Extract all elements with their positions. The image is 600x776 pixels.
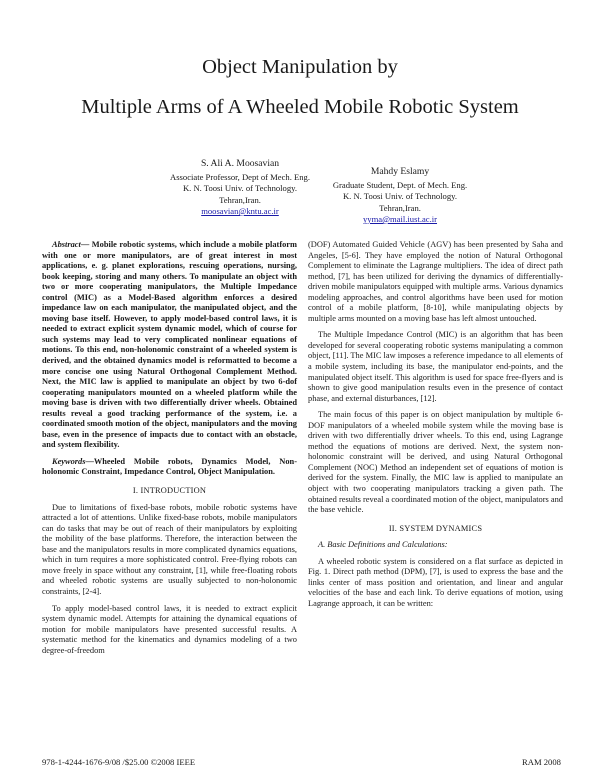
author-email-link[interactable]: yyma@mail.iust.ac.ir: [362, 214, 438, 224]
keywords-label: Keywords: [52, 456, 86, 466]
paper-title-line-1: Object Manipulation by: [202, 56, 398, 78]
body-paragraph: To apply model-based control laws, it is needed to extract explicit system dynamic model. Attempts for attaining the dynamical equations of motion for mobile manipulators have presented successful results. A systematic method for the kinematics and dynamics modeling of a two degree-of-freedom: [42, 603, 297, 655]
abstract: [42, 240, 297, 451]
keywords: [42, 457, 297, 478]
author-name: S. Ali A. Moosavian: [200, 158, 280, 169]
right-column: [308, 240, 563, 616]
abstract-text: — Mobile robotic systems, which include a mobile platform with one or more manipulators, are of great interest in most applications, e. g. planet explorations, rescuing operations, nursing, book keeping, storing and many others. To manipulate an object with two or more cooperating manipulators, the Multiple Impedance control (MIC) as a Model-Based algorithm enforces a desired impedance law on each manipulator, the manipulated object, and the moving base itself. However, to apply model-based control laws, it is needed to extract explicit system dynamic model, which of course for such systems may lead to very complicated nonlinear equations of motions. To this end, non-holonomic constraint of a wheeled system is derived, and the obtained dynamics model is reformatted to become a more concise one using Natural Orthogonal Complement Method. Next, the MIC law is applied to manipulate an object by two 6-dof cooperating manipulators mounted on a wheeled platform while the moving base is driven with two differentially driver wheels. Obtained results reveal a good tracking performance of the system, i.e. a coordinated smooth motion of the object, manipulators and the moving base, even in the presence of impacts due to contact with an obstacle, and system flexibility.: [42, 240, 297, 450]
author-affiliation-line: K. N. Toosi Univ. of Technology.: [182, 183, 298, 193]
footer-conference: RAM 2008: [522, 757, 561, 767]
author-email-link[interactable]: moosavian@kntu.ac.ir: [201, 206, 279, 216]
body-paragraph: A wheeled robotic system is considered on a flat surface as depicted in Fig. 1. Direct path method (DPM), [7], is used to express the base and the links center of mass position and orientation, and linear and angular velocities of the base and each link. To derive equations of motion, using Lagrange approach, it can be written:: [308, 556, 563, 608]
subsection-heading: A. Basic Definitions and Calculations:: [318, 540, 448, 550]
paper-title-line-2: Multiple Arms of A Wheeled Mobile Robotic System: [81, 96, 519, 118]
author-affiliation-line: Associate Professor, Dept of Mech. Eng.: [170, 171, 310, 182]
section-heading-system-dynamics: II. SYSTEM DYNAMICS: [388, 523, 483, 533]
body-paragraph: The main focus of this paper is on object manipulation by multiple 6-DOF manipulators of a wheeled mobile system while the moving base is driven with two differentially driver wheels. To this end, using Lagrange method the equations of motions are derived. Next, the system non-holonomic constraint will be derived, and using Natural Orthogonal Complement (NOC) Method an independent set of equations of motion is derived for the system. Finally, the MIC law is applied to manipulate an object with two cooperating manipulators tracking a given path. The obtained results reveal a coordinated motion of the object, manipulators and the base vehicle.: [308, 410, 563, 515]
keywords-text: —Wheeled Mobile robots, Dynamics Model, Non-holonomic Constraint, Impedance Control, Object Manipulation.: [42, 456, 297, 477]
body-paragraph: (DOF) Automated Guided Vehicle (AGV) has been presented by Saha and Angeles, [5-6]. They have employed the notion of Natural Orthogonal Complement to eliminate the Lagrange multipliers. The idea of direct path method, [7], has been utilized for deriving the dynamics of differentially-driven mobile manipulators equipped with multiple arms. Various dynamics modeling approaches, and control algorithms have been used for motion control of a mobile platform, [8-10], while manipulating objects by multiple arms mounted on a moving base has left almost untouched.: [308, 240, 563, 323]
author-block-2: [300, 166, 500, 226]
body-paragraph: Due to limitations of fixed-base robots, mobile robotic systems have attracted a lot of attentions. Unlike fixed-base robots, mobile manipulators can do tasks that may be out of reach of their manipulators by exploiting the mobility of the base platforms. Therefore, the interaction between the base and the manipulators results in more complicated dynamics equations, which in turn requires a more sophisticated control. Free-flying robots can move freely in space without any constraint, [1], while free-floating robots and wheeled robotic systems are usually subjected to non-holonomic constraints, [2-4].: [42, 502, 297, 596]
author-affiliation-line: K. N. Toosi Univ. of Technology.: [342, 191, 458, 201]
author-affiliation-line: Graduate Student, Dept. of Mech. Eng.: [332, 179, 468, 190]
body-paragraph: The Multiple Impedance Control (MIC) is an algorithm that has been developed for several cooperating robotic systems manipulating a common object, [11]. The MIC law imposes a reference impedance to all elements of a mobile system, including its base, the manipulator end-points, and the manipulated object itself. This algorithm is used for space free-flyers and is shown to give good manipulation results even in the presence of contact phase, and external disturbances, [12].: [308, 330, 563, 403]
section-heading-introduction: I. INTRODUCTION: [132, 486, 207, 496]
abstract-label: Abstract: [52, 240, 81, 249]
author-name: Mahdy Eslamy: [370, 166, 430, 177]
author-affiliation-line: Tehran,Iran.: [219, 194, 261, 205]
left-column: [42, 240, 297, 662]
footer-copyright: 978-1-4244-1676-9/08 /$25.00 ©2008 IEEE: [42, 757, 196, 767]
author-affiliation-line: Tehran,Iran.: [379, 202, 421, 213]
